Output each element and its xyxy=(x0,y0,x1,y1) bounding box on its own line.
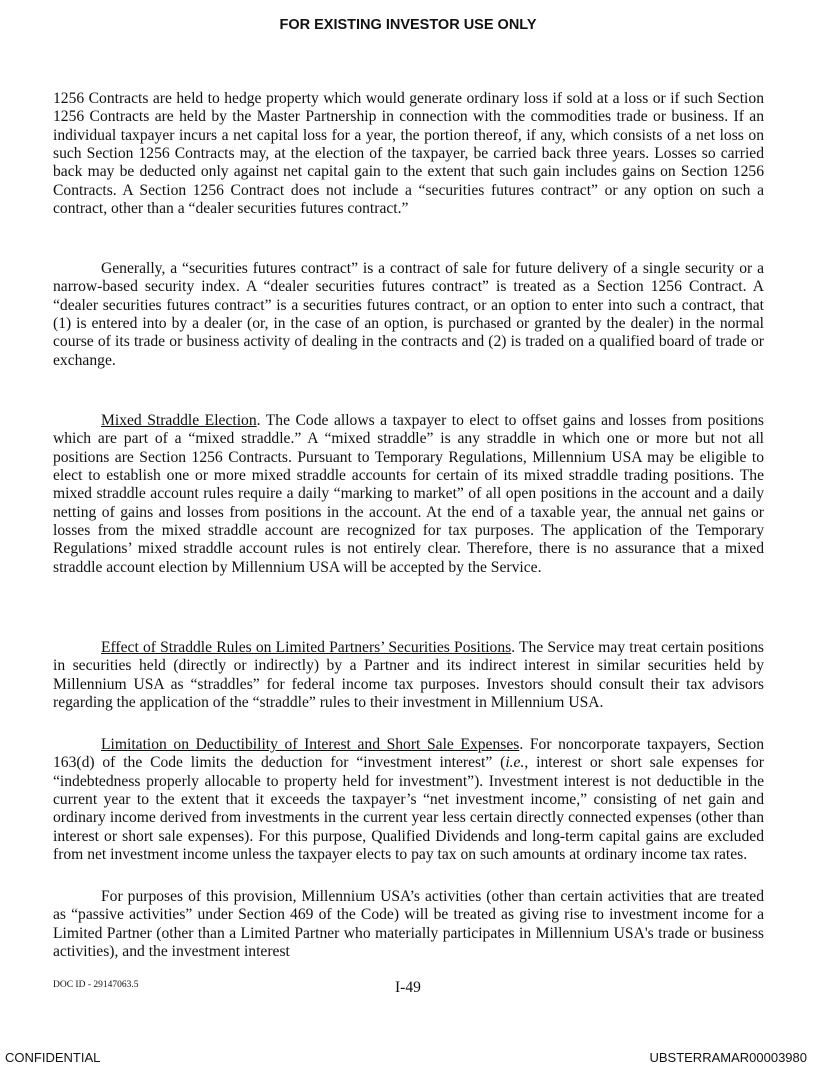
paragraph-straddle-rules xyxy=(53,639,764,712)
paragraph-section-1256-continued xyxy=(53,90,764,218)
section-heading: Limitation on Deductibility of Interest and Short Sale Expenses xyxy=(101,736,520,753)
section-heading: Effect of Straddle Rules on Limited Partners’ Securities Positions xyxy=(101,639,512,656)
bates-number: UBSTERRAMAR00003980 xyxy=(649,1050,807,1065)
paragraph-text: . For noncorporate taxpayers, Section 163(d) of the Code limits the deduction for “investment interest” ( xyxy=(53,736,764,772)
confidential-label: CONFIDENTIAL xyxy=(5,1050,101,1065)
paragraph-securities-futures xyxy=(53,260,764,370)
page-number: I-49 xyxy=(395,979,421,996)
paragraph-provision-purposes xyxy=(53,888,764,961)
paragraph-mixed-straddle xyxy=(53,412,764,577)
italic-text: i.e. xyxy=(505,754,525,772)
section-heading: Mixed Straddle Election xyxy=(101,412,257,429)
paragraph-text: . The Service may treat certain positions in securities held (directly or indirectly) by a Partner and its indirect interest in similar securities held by Millennium USA as “straddles” for federal income tax purposes. Investors should consult their tax advisors regarding the application of the “straddle” rules to their investment in Millennium USA. xyxy=(53,639,764,712)
paragraph-text: . The Code allows a taxpayer to elect to offset gains and losses from positions which are part of a “mixed straddle.” A “mixed straddle” is any straddle in which one or more but not all positions are Section 1256 Contracts. Pursuant to Temporary Regulations, Millennium USA may be eligible to elect to establish one or more mixed straddle accounts for certain of its mixed straddle trading positions. The mixed straddle account rules require a daily “marking to market” of all open positions in the account and a daily netting of gains and losses from positions in the account. At the end of a taxable year, the annual net gains or losses from the mixed straddle account are recognized for tax purposes. The application of the Temporary Regulations’ mixed straddle account rules is not entirely clear. Therefore, there is no assurance that a mixed straddle account election by Millennium USA will be accepted by the Service. xyxy=(53,412,765,576)
paragraph-interest-limitation xyxy=(53,736,764,864)
paragraph-text: Generally, a “securities futures contract” is a contract of sale for future delivery of a single security or a narrow-based security index. A “dealer securities futures contract” is treated as a Section 1256 Contract. A “dealer securities futures contract” is a securities futures contract, or an option to enter into such a contract, that (1) is entered into by a dealer (or, in the case of an option, is purchased or granted by the dealer) in the normal course of its trade or business activity of dealing in the contracts and (2) is traded on a qualified board of trade or exchange. xyxy=(53,260,764,369)
paragraph-text: , interest or short sale expenses for “indebtedness properly allocable to property held for investment”). Investment interest is not deductible in the current year to the extent that it exceeds the taxpayer’s “net investment income,” consisting of net gain and ordinary income derived from investments in the current year less certain directly connected expenses (other than interest or short sale expenses). For this purpose, Qualified Dividends and long-term capital gains are excluded from net investment income unless the taxpayer elects to pay tax on such amounts at ordinary income tax rates. xyxy=(53,754,764,864)
page-header: FOR EXISTING INVESTOR USE ONLY xyxy=(279,17,537,33)
paragraph-text: For purposes of this provision, Millennium USA’s activities (other than certain activities that are treated as “passive activities” under Section 469 of the Code) will be treated as giving rise to investment income for a Limited Partner (other than a Limited Partner who materially participates in Millennium USA's trade or business activities), and the investment interest xyxy=(53,888,764,961)
doc-id: DOC ID - 29147063.5 xyxy=(53,980,139,990)
paragraph-text: 1256 Contracts are held to hedge property which would generate ordinary loss if sold at a loss or if such Section 1256 Contracts are held by the Master Partnership in connection with the commodities trade or business. If an individual taxpayer incurs a net capital loss for a year, the portion thereof, if any, which consists of a net loss on such Section 1256 Contracts may, at the election of the taxpayer, be carried back three years. Losses so carried back may be deducted only against net capital gain to the extent that such gain includes gains on Section 1256 Contracts. A Section 1256 Contract does not include a “securities futures contract” or any option on such a contract, other than a “dealer securities futures contract.” xyxy=(53,90,764,218)
